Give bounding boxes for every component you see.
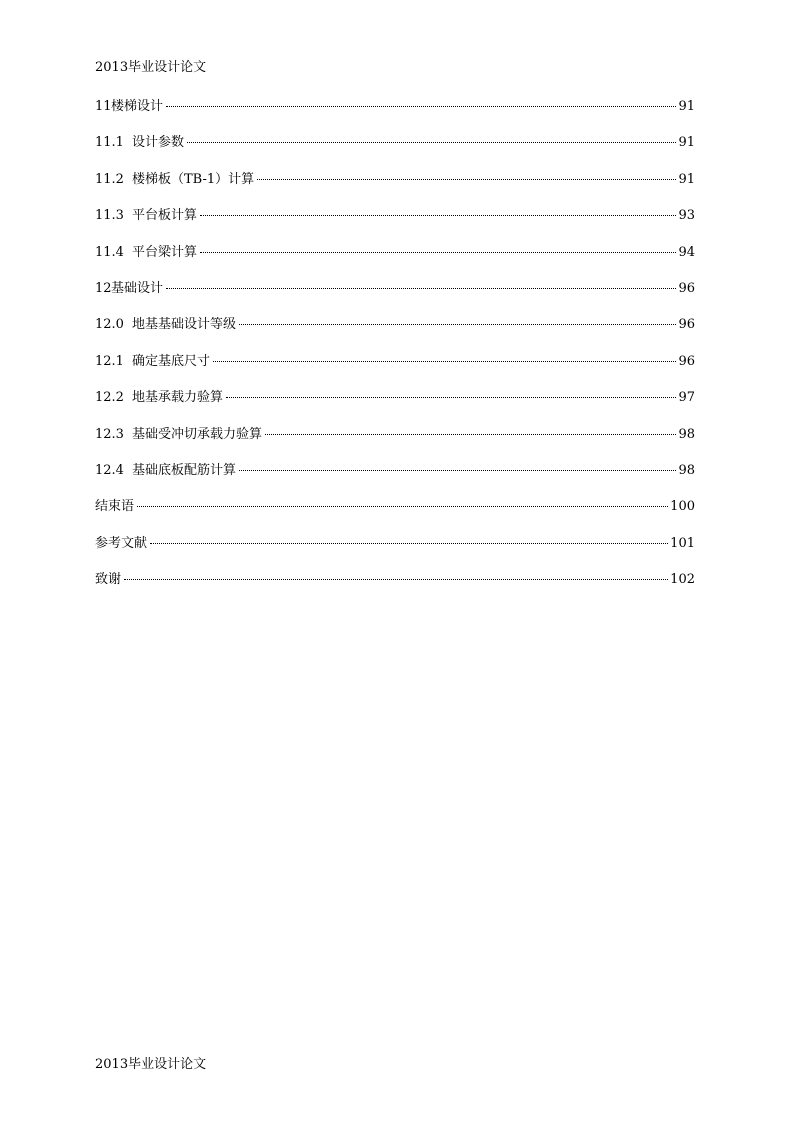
toc-entry-number: 11.1 [95,135,124,151]
toc-entry-chapter-12[interactable] [95,280,695,316]
toc-entry-page: 98 [678,462,695,478]
toc-entry-page: 96 [678,353,695,369]
toc-entry-number: 11 [95,99,112,114]
toc-entry-page: 96 [678,280,695,296]
toc-entry-title: 基础设计 [111,280,164,296]
toc-entry-12-0[interactable] [95,316,695,352]
toc-entry-title: 地基基础设计等级 [132,317,237,333]
toc-entry-title: 平台梁计算 [132,244,198,260]
toc-dot-leader [187,142,676,143]
toc-entry-acknowledgements[interactable] [95,571,695,607]
toc-entry-number: 11.2 [95,171,124,187]
toc-entry-chapter-11[interactable] [95,98,695,134]
toc-entry-11-2[interactable] [95,171,695,207]
toc-entry-conclusion[interactable] [95,498,695,534]
toc-entry-title: 结束语 [95,499,135,515]
toc-entry-12-4[interactable] [95,462,695,498]
toc-entry-number: 11.3 [95,208,124,224]
toc-entry-title: 地基承载力验算 [132,390,224,406]
toc-entry-number: 12 [95,280,112,296]
toc-entry-number: 12.0 [95,317,124,333]
toc-dot-leader [213,361,676,362]
toc-entry-title: 平台板计算 [132,208,198,224]
page-header: 2013毕业设计论文 [95,60,207,75]
toc-entry-number: 11.4 [95,244,124,260]
toc-entry-references[interactable] [95,535,695,571]
toc-dot-leader [257,179,676,180]
toc-entry-title: 设计参数 [132,135,185,151]
toc-entry-title: 确定基底尺寸 [132,353,211,369]
toc-entry-page: 97 [678,390,695,406]
toc-entry-page: 93 [678,208,695,224]
toc-entry-title: 基础底板配筋计算 [132,462,237,478]
page-footer: 2013毕业设计论文 [95,1057,207,1072]
toc-entry-number: 12.3 [95,426,124,442]
toc-dot-leader [150,543,668,544]
toc-entry-page: 100 [670,499,695,515]
toc-entry-page: 91 [678,171,695,187]
toc-dot-leader [137,506,668,507]
toc-dot-leader [166,106,676,107]
toc-dot-leader [265,434,676,435]
toc-entry-12-3[interactable] [95,426,695,462]
toc-entry-page: 102 [670,572,695,588]
toc-dot-leader [124,579,668,580]
table-of-contents [95,98,695,607]
toc-dot-leader [200,215,676,216]
toc-entry-page: 91 [678,135,695,151]
toc-entry-title: 楼梯设计 [111,99,164,114]
toc-entry-11-3[interactable] [95,207,695,243]
toc-dot-leader [239,324,676,325]
toc-dot-leader [226,397,676,398]
toc-entry-page: 98 [678,426,695,442]
toc-entry-page: 101 [670,535,695,551]
toc-entry-page: 91 [678,99,695,114]
toc-entry-title: 致谢 [95,572,122,588]
toc-entry-number: 12.1 [95,353,124,369]
toc-entry-title: 楼梯板（TB-1）计算 [132,171,255,187]
toc-entry-title: 参考文献 [95,535,148,551]
toc-dot-leader [166,288,676,289]
toc-entry-page: 96 [678,317,695,333]
toc-dot-leader [239,470,676,471]
toc-entry-number: 12.4 [95,462,124,478]
toc-entry-number: 12.2 [95,390,124,406]
toc-entry-11-1[interactable] [95,134,695,170]
toc-dot-leader [200,252,676,253]
toc-entry-page: 94 [678,244,695,260]
toc-entry-title: 基础受冲切承载力验算 [132,426,263,442]
toc-entry-11-4[interactable] [95,244,695,280]
toc-entry-12-1[interactable] [95,353,695,389]
toc-entry-12-2[interactable] [95,389,695,425]
